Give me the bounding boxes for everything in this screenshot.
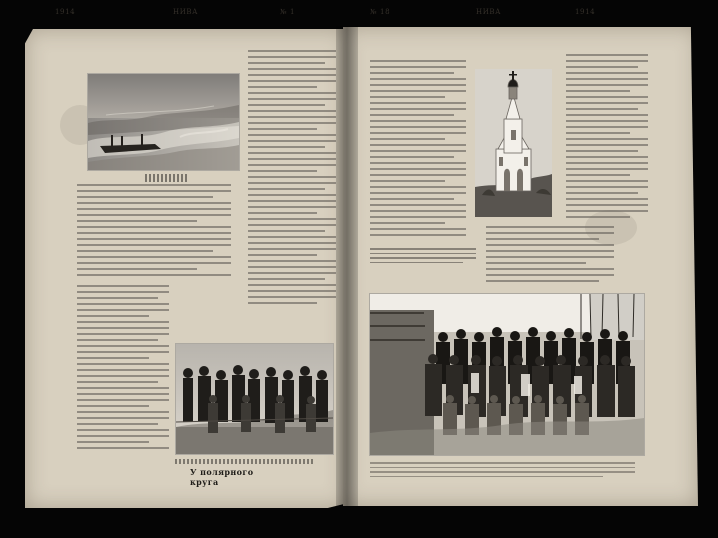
- top-left-photo-caption: [145, 174, 187, 182]
- bottom-left-photo: [175, 343, 334, 455]
- right-page-year: 1914: [575, 8, 596, 16]
- left-section-title: У полярного круга: [190, 467, 254, 487]
- river-scene-svg: [88, 74, 239, 170]
- bottom-right-photo-caption: [370, 462, 635, 480]
- left-page-title: НИВА: [173, 8, 199, 16]
- left-lower-text-block: [77, 285, 169, 480]
- bottom-right-group-photo: [369, 293, 645, 456]
- right-page-issue: № 18: [370, 8, 391, 16]
- church-photo: [475, 69, 552, 217]
- outdoor-group-svg: [176, 344, 333, 454]
- left-page-number: 1914: [55, 8, 76, 16]
- left-page-header: [55, 8, 305, 20]
- church-photo-caption: [370, 248, 476, 266]
- right-right-text-column: [566, 54, 648, 224]
- top-left-photo: [87, 73, 240, 171]
- left-upper-text-block: [77, 184, 231, 284]
- right-left-text-column: [370, 60, 466, 240]
- bottom-left-photo-caption: [175, 459, 315, 464]
- right-page-header: [370, 8, 655, 20]
- right-page-title: НИВА: [476, 8, 502, 16]
- left-page-issue: № 1: [280, 8, 296, 16]
- left-right-text-column: [248, 50, 336, 342]
- spine-shadow: [336, 26, 358, 506]
- right-middle-text-column: [486, 226, 614, 288]
- church-svg: [475, 69, 552, 217]
- large-group-svg: [370, 294, 644, 455]
